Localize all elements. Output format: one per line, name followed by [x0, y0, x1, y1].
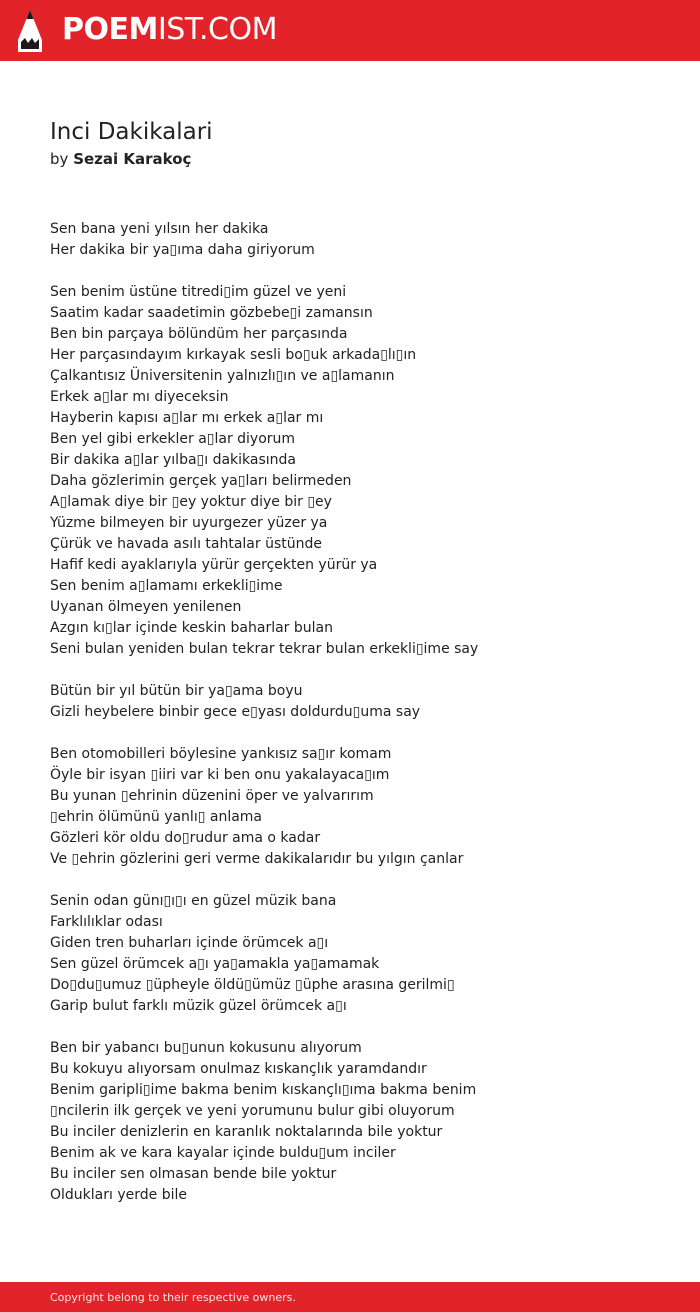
- poem-line: Bu yunan ▯ehrinin düzenini öper ve yalvarırım: [50, 788, 374, 804]
- poem-line: Ben otomobilleri böylesine yankısız sa▯ır komam: [50, 746, 392, 762]
- poem-stanza: [50, 744, 670, 870]
- poem-line: Yüzme bilmeyen bir uyurgezer yüzer ya: [50, 515, 328, 531]
- poem-line: Do▯du▯umuz ▯üpheyle öldü▯ümüz ▯üphe arasına gerilmi▯: [50, 977, 455, 993]
- logo-bold-text: POEM: [62, 12, 158, 47]
- poem-line: Bu inciler denizlerin en karanlık noktalarında bile yoktur: [50, 1124, 443, 1140]
- poem-line: Sen güzel örümcek a▯ı ya▯amakla ya▯amamak: [50, 956, 380, 972]
- poem-stanza: [50, 282, 670, 660]
- poem-line: Bütün bir yıl bütün bir ya▯ama boyu: [50, 683, 303, 699]
- poem-line: ▯ncilerin ilk gerçek ve yeni yorumunu bulur gibi oluyorum: [50, 1103, 455, 1119]
- poem-line: Ben bin parçaya bölündüm her parçasında: [50, 326, 348, 342]
- poem-line: Her parçasındayım kırkayak sesli bo▯uk arkada▯lı▯ın: [50, 347, 417, 363]
- poem-line: Sen benim a▯lamamı erkekli▯ime: [50, 578, 283, 594]
- poem-line: Seni bulan yeniden bulan tekrar tekrar bulan erkekli▯ime say: [50, 641, 479, 657]
- poem-line: Ben yel gibi erkekler a▯lar diyorum: [50, 431, 296, 447]
- poem-line: Azgın kı▯lar içinde keskin baharlar bulan: [50, 620, 333, 636]
- poem-line: Çürük ve havada asılı tahtalar üstünde: [50, 536, 322, 552]
- by-prefix: by: [50, 150, 69, 168]
- poem-line: Senin odan günı▯ı▯ı en güzel müzik bana: [50, 893, 337, 909]
- poem-body: [50, 219, 670, 1206]
- poem-line: Sen benim üstüne titredi▯im güzel ve yeni: [50, 284, 347, 300]
- site-header: [0, 0, 700, 61]
- poem-line: Benim garipli▯ime bakma benim kıskançlı▯ıma bakma benim: [50, 1082, 477, 1098]
- poem-line: Her dakika bir ya▯ıma daha giriyorum: [50, 242, 315, 258]
- poem-line: Bu inciler sen olmasan bende bile yoktur: [50, 1166, 337, 1182]
- poem-line: Gözleri kör oldu do▯rudur ama o kadar: [50, 830, 321, 846]
- poem-line: Sen bana yeni yılsın her dakika: [50, 221, 269, 237]
- poem-line: Bir dakika a▯lar yılba▯ı dakikasında: [50, 452, 297, 468]
- poem-line: Hafif kedi ayaklarıyla yürür gerçekten yürür ya: [50, 557, 378, 573]
- poem-stanza: [50, 681, 670, 723]
- poem-line: ▯ehrin ölümünü yanlı▯ anlama: [50, 809, 263, 825]
- poem-line: Giden tren buharları içinde örümcek a▯ı: [50, 935, 329, 951]
- poem-line: Benim ak ve kara kayalar içinde buldu▯um inciler: [50, 1145, 396, 1161]
- poem-line: Ben bir yabancı bu▯unun kokusunu alıyorum: [50, 1040, 362, 1056]
- poem-line: Oldukları yerde bile: [50, 1187, 187, 1203]
- poem-line: Gizli heybelere binbir gece e▯yası doldurdu▯uma say: [50, 704, 421, 720]
- poem-line: A▯lamak diye bir ▯ey yoktur diye bir ▯ey: [50, 494, 332, 510]
- poem-line: Farklılıklar odası: [50, 914, 163, 930]
- poem-title: Inci Dakikalari: [50, 119, 213, 145]
- copyright-text: Copyright belong to their respective owners.: [50, 1291, 296, 1304]
- site-footer: [0, 1282, 700, 1312]
- poem-stanza: [50, 891, 670, 1017]
- site-logo-text: [62, 11, 277, 49]
- logo-light-text: IST.COM: [157, 12, 277, 47]
- poem-author[interactable]: Sezai Karakoç: [73, 150, 192, 168]
- poem-line: Öyle bir isyan ▯iiri var ki ben onu yakalayaca▯ım: [50, 767, 390, 783]
- poem-line: Saatim kadar saadetimin gözbebe▯i zamansın: [50, 305, 373, 321]
- poem-line: Bu kokuyu alıyorsam onulmaz kıskançlık yaramdandır: [50, 1061, 427, 1077]
- poem-line: Ve ▯ehrin gözlerini geri verme dakikalarıdır bu yılgın çanlar: [50, 851, 464, 867]
- poem-line: Uyanan ölmeyen yenilenen: [50, 599, 242, 615]
- poem-stanza: [50, 1038, 670, 1206]
- poem-line: Hayberin kapısı a▯lar mı erkek a▯lar mı: [50, 410, 324, 426]
- poem-line: Çalkantısız Üniversitenin yalnızlı▯ın ve a▯lamanın: [50, 368, 395, 384]
- poem-byline: [50, 149, 191, 169]
- poem-line: Garip bulut farklı müzik güzel örümcek a▯ı: [50, 998, 347, 1014]
- poem-stanza: [50, 219, 670, 261]
- pencil-tip-icon: [18, 10, 42, 52]
- poem-line: Daha gözlerimin gerçek ya▯ları belirmeden: [50, 473, 352, 489]
- poem-line: Erkek a▯lar mı diyeceksin: [50, 389, 229, 405]
